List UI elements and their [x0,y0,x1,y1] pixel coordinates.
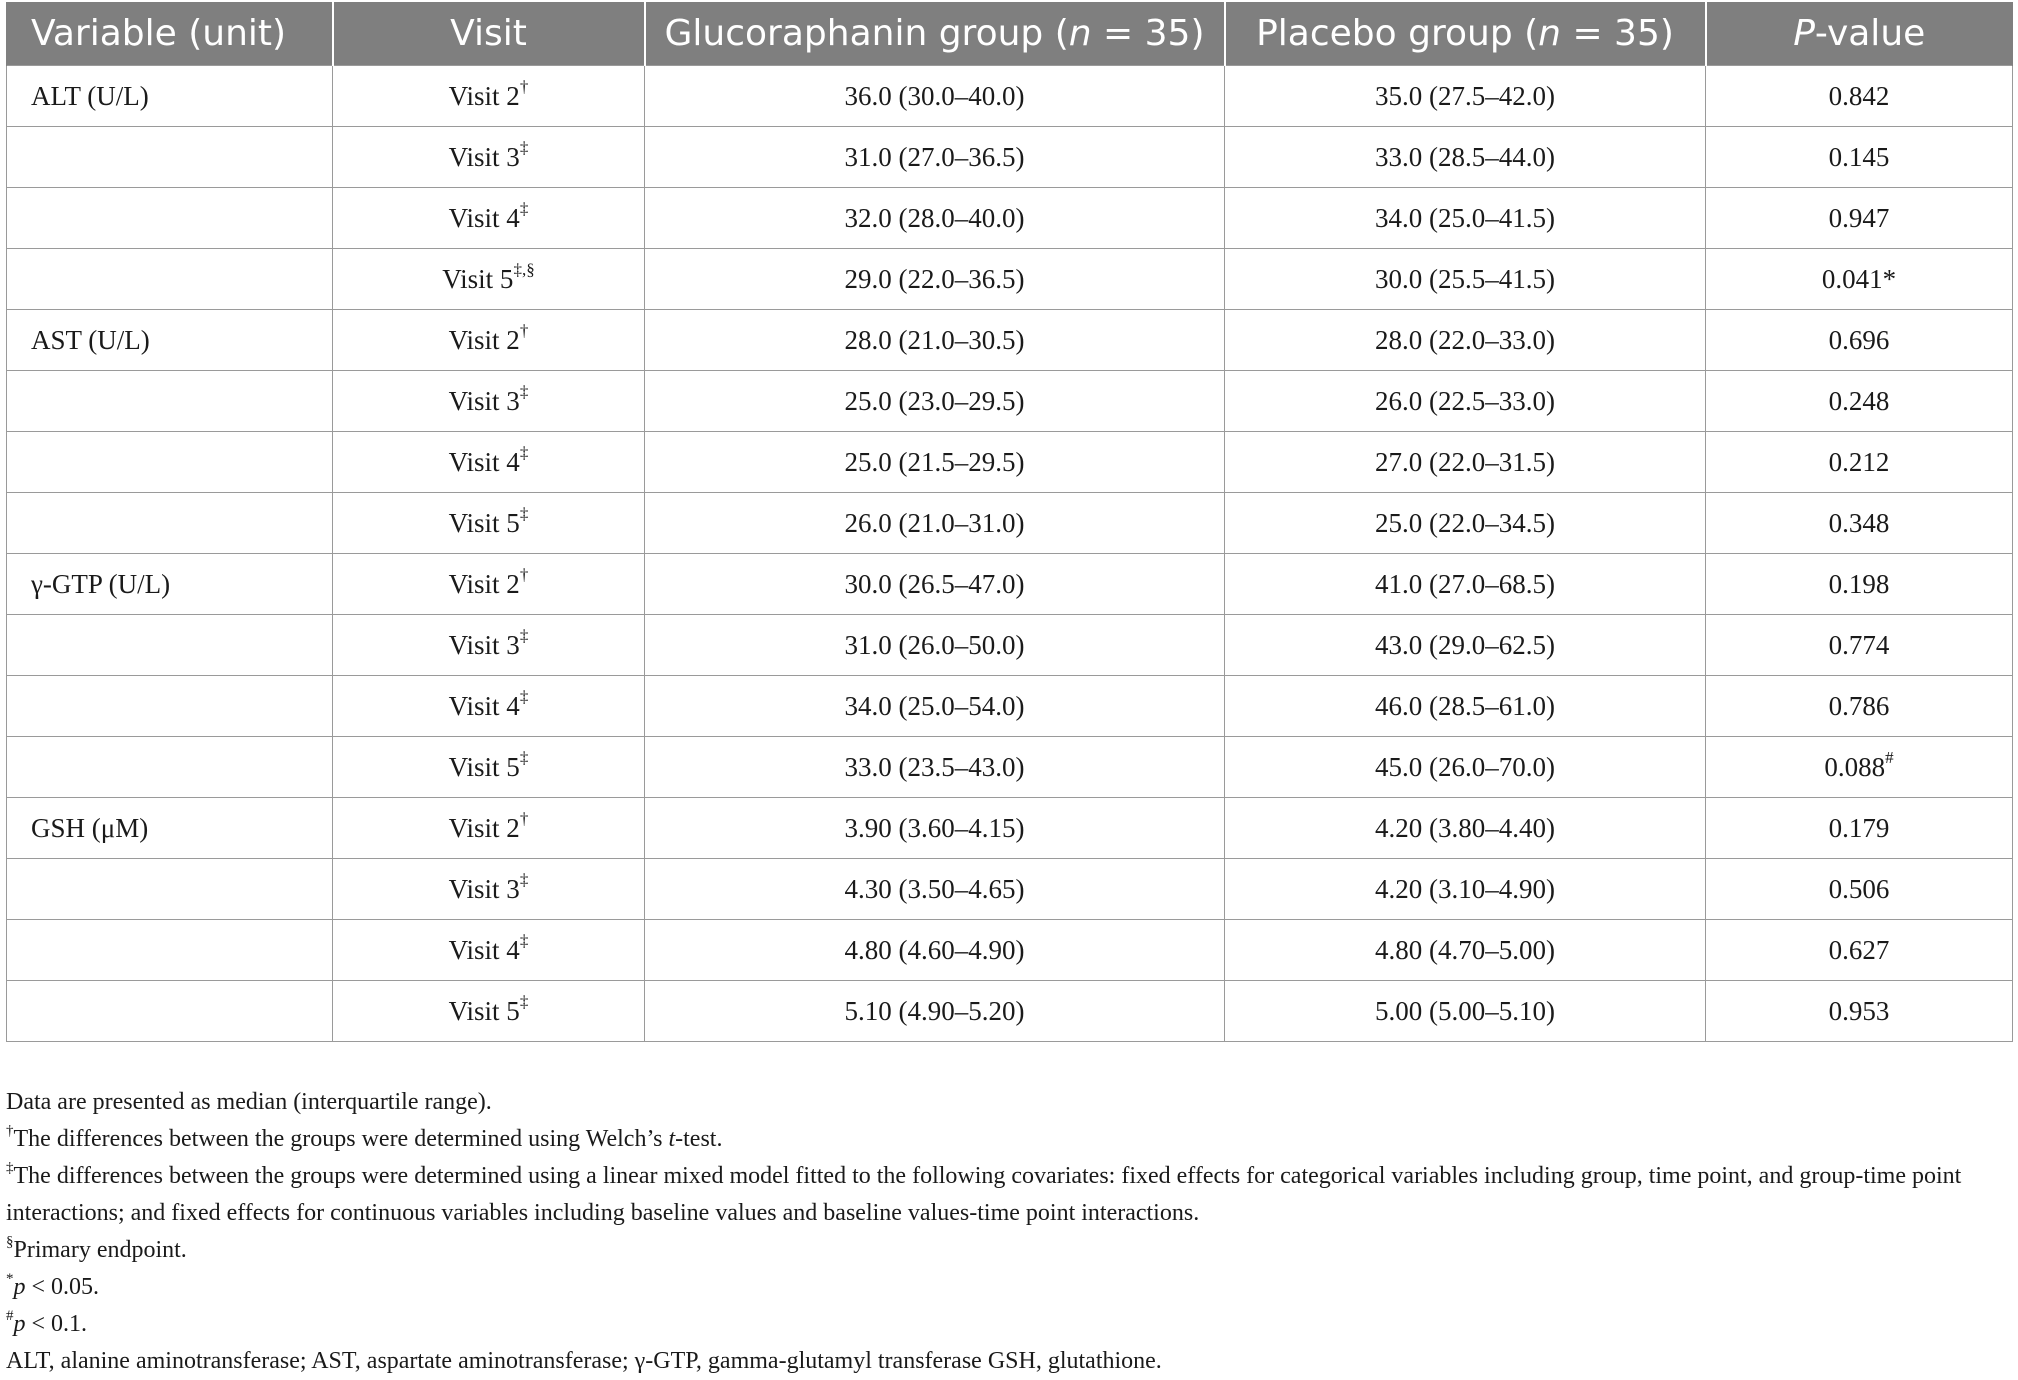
cell-variable [7,432,333,493]
results-table-container [6,2,2012,1042]
table-row [7,66,2013,127]
header-p-value: P-value [1706,2,2013,66]
cell-variable: γ-GTP (U/L) [7,554,333,615]
results-table [6,2,2013,1042]
cell-placebo: 35.0 (27.5–42.0) [1225,66,1706,127]
table-row [7,127,2013,188]
cell-glucoraphanin: 31.0 (27.0–36.5) [645,127,1225,188]
cell-placebo: 25.0 (22.0–34.5) [1225,493,1706,554]
footnote-section: §Primary endpoint. [6,1234,187,1263]
cell-p-value: 0.696 [1706,310,2013,371]
table-row [7,371,2013,432]
footnote-abbreviations: ALT, alanine aminotransferase; AST, aspartate aminotransferase; γ-GTP, gamma-glutamyl transferase GSH, glutathione. [6,1348,1162,1374]
cell-variable [7,493,333,554]
cell-p-value: 0.212 [1706,432,2013,493]
table-body [7,66,2013,1042]
cell-glucoraphanin: 32.0 (28.0–40.0) [645,188,1225,249]
header-row [7,2,2013,66]
cell-variable [7,859,333,920]
cell-visit: Visit 3‡ [333,127,645,188]
cell-variable: GSH (μM) [7,798,333,859]
cell-p-value: 0.041* [1706,249,2013,310]
footnote-hash: #p < 0.1. [6,1308,88,1337]
cell-glucoraphanin: 26.0 (21.0–31.0) [645,493,1225,554]
table-row [7,310,2013,371]
cell-glucoraphanin: 25.0 (23.0–29.5) [645,371,1225,432]
cell-placebo: 4.20 (3.80–4.40) [1225,798,1706,859]
cell-p-value: 0.953 [1706,981,2013,1042]
cell-variable [7,615,333,676]
table-row [7,798,2013,859]
table-row [7,920,2013,981]
cell-placebo: 34.0 (25.0–41.5) [1225,188,1706,249]
cell-visit: Visit 2† [333,310,645,371]
table-row [7,432,2013,493]
cell-placebo: 4.80 (4.70–5.00) [1225,920,1706,981]
cell-glucoraphanin: 3.90 (3.60–4.15) [645,798,1225,859]
cell-glucoraphanin: 28.0 (21.0–30.5) [645,310,1225,371]
cell-variable [7,127,333,188]
table-row [7,188,2013,249]
cell-placebo: 43.0 (29.0–62.5) [1225,615,1706,676]
cell-placebo: 5.00 (5.00–5.10) [1225,981,1706,1042]
cell-p-value: 0.506 [1706,859,2013,920]
cell-visit: Visit 4‡ [333,188,645,249]
cell-placebo: 41.0 (27.0–68.5) [1225,554,1706,615]
cell-placebo: 26.0 (22.5–33.0) [1225,371,1706,432]
table-row [7,737,2013,798]
cell-p-value: 0.088# [1706,737,2013,798]
cell-p-value: 0.627 [1706,920,2013,981]
cell-placebo: 45.0 (26.0–70.0) [1225,737,1706,798]
table-row [7,615,2013,676]
table-row [7,859,2013,920]
cell-glucoraphanin: 34.0 (25.0–54.0) [645,676,1225,737]
cell-p-value: 0.786 [1706,676,2013,737]
cell-glucoraphanin: 33.0 (23.5–43.0) [645,737,1225,798]
cell-visit: Visit 4‡ [333,920,645,981]
cell-p-value: 0.774 [1706,615,2013,676]
cell-variable [7,920,333,981]
header-glucoraphanin: Glucoraphanin group (n = 35) [645,2,1225,66]
cell-visit: Visit 4‡ [333,432,645,493]
footnote-dagger: †The differences between the groups were determined using Welch’s t-test. [6,1123,723,1152]
cell-p-value: 0.198 [1706,554,2013,615]
footnote-double-dagger: ‡The differences between the groups were determined using a linear mixed model fitted to the following covariates: fixed effects for categorical variables including group, time point, and group-time point interactions; and fixed effects for continuous variables including baseline values and baseline values-time point interactions. [6,1160,1962,1226]
table-row [7,554,2013,615]
cell-placebo: 27.0 (22.0–31.5) [1225,432,1706,493]
cell-p-value: 0.248 [1706,371,2013,432]
table-row [7,676,2013,737]
footnote-data-note: Data are presented as median (interquartile range). [6,1089,492,1115]
header-placebo: Placebo group (n = 35) [1225,2,1706,66]
cell-variable: ALT (U/L) [7,66,333,127]
cell-glucoraphanin: 36.0 (30.0–40.0) [645,66,1225,127]
cell-variable [7,188,333,249]
cell-glucoraphanin: 29.0 (22.0–36.5) [645,249,1225,310]
cell-visit: Visit 5‡,§ [333,249,645,310]
cell-p-value: 0.348 [1706,493,2013,554]
cell-p-value: 0.179 [1706,798,2013,859]
cell-glucoraphanin: 25.0 (21.5–29.5) [645,432,1225,493]
cell-visit: Visit 3‡ [333,371,645,432]
cell-p-value: 0.947 [1706,188,2013,249]
cell-variable: AST (U/L) [7,310,333,371]
table-row [7,981,2013,1042]
cell-variable [7,737,333,798]
cell-glucoraphanin: 31.0 (26.0–50.0) [645,615,1225,676]
cell-visit: Visit 2† [333,66,645,127]
cell-visit: Visit 4‡ [333,676,645,737]
header-variable: Variable (unit) [7,2,333,66]
cell-visit: Visit 3‡ [333,859,645,920]
footnote-star: *p < 0.05. [6,1271,100,1300]
table-row [7,249,2013,310]
cell-variable [7,676,333,737]
cell-variable [7,371,333,432]
table-row [7,493,2013,554]
cell-p-value: 0.842 [1706,66,2013,127]
cell-placebo: 33.0 (28.5–44.0) [1225,127,1706,188]
cell-visit: Visit 5‡ [333,981,645,1042]
cell-visit: Visit 2† [333,798,645,859]
cell-visit: Visit 5‡ [333,737,645,798]
cell-glucoraphanin: 4.30 (3.50–4.65) [645,859,1225,920]
footnotes [6,1084,2012,1380]
cell-visit: Visit 2† [333,554,645,615]
cell-glucoraphanin: 30.0 (26.5–47.0) [645,554,1225,615]
cell-placebo: 28.0 (22.0–33.0) [1225,310,1706,371]
cell-visit: Visit 3‡ [333,615,645,676]
cell-visit: Visit 5‡ [333,493,645,554]
cell-placebo: 46.0 (28.5–61.0) [1225,676,1706,737]
cell-glucoraphanin: 5.10 (4.90–5.20) [645,981,1225,1042]
cell-glucoraphanin: 4.80 (4.60–4.90) [645,920,1225,981]
cell-placebo: 30.0 (25.5–41.5) [1225,249,1706,310]
cell-placebo: 4.20 (3.10–4.90) [1225,859,1706,920]
cell-p-value: 0.145 [1706,127,2013,188]
cell-variable [7,981,333,1042]
cell-variable [7,249,333,310]
header-visit: Visit [333,2,645,66]
